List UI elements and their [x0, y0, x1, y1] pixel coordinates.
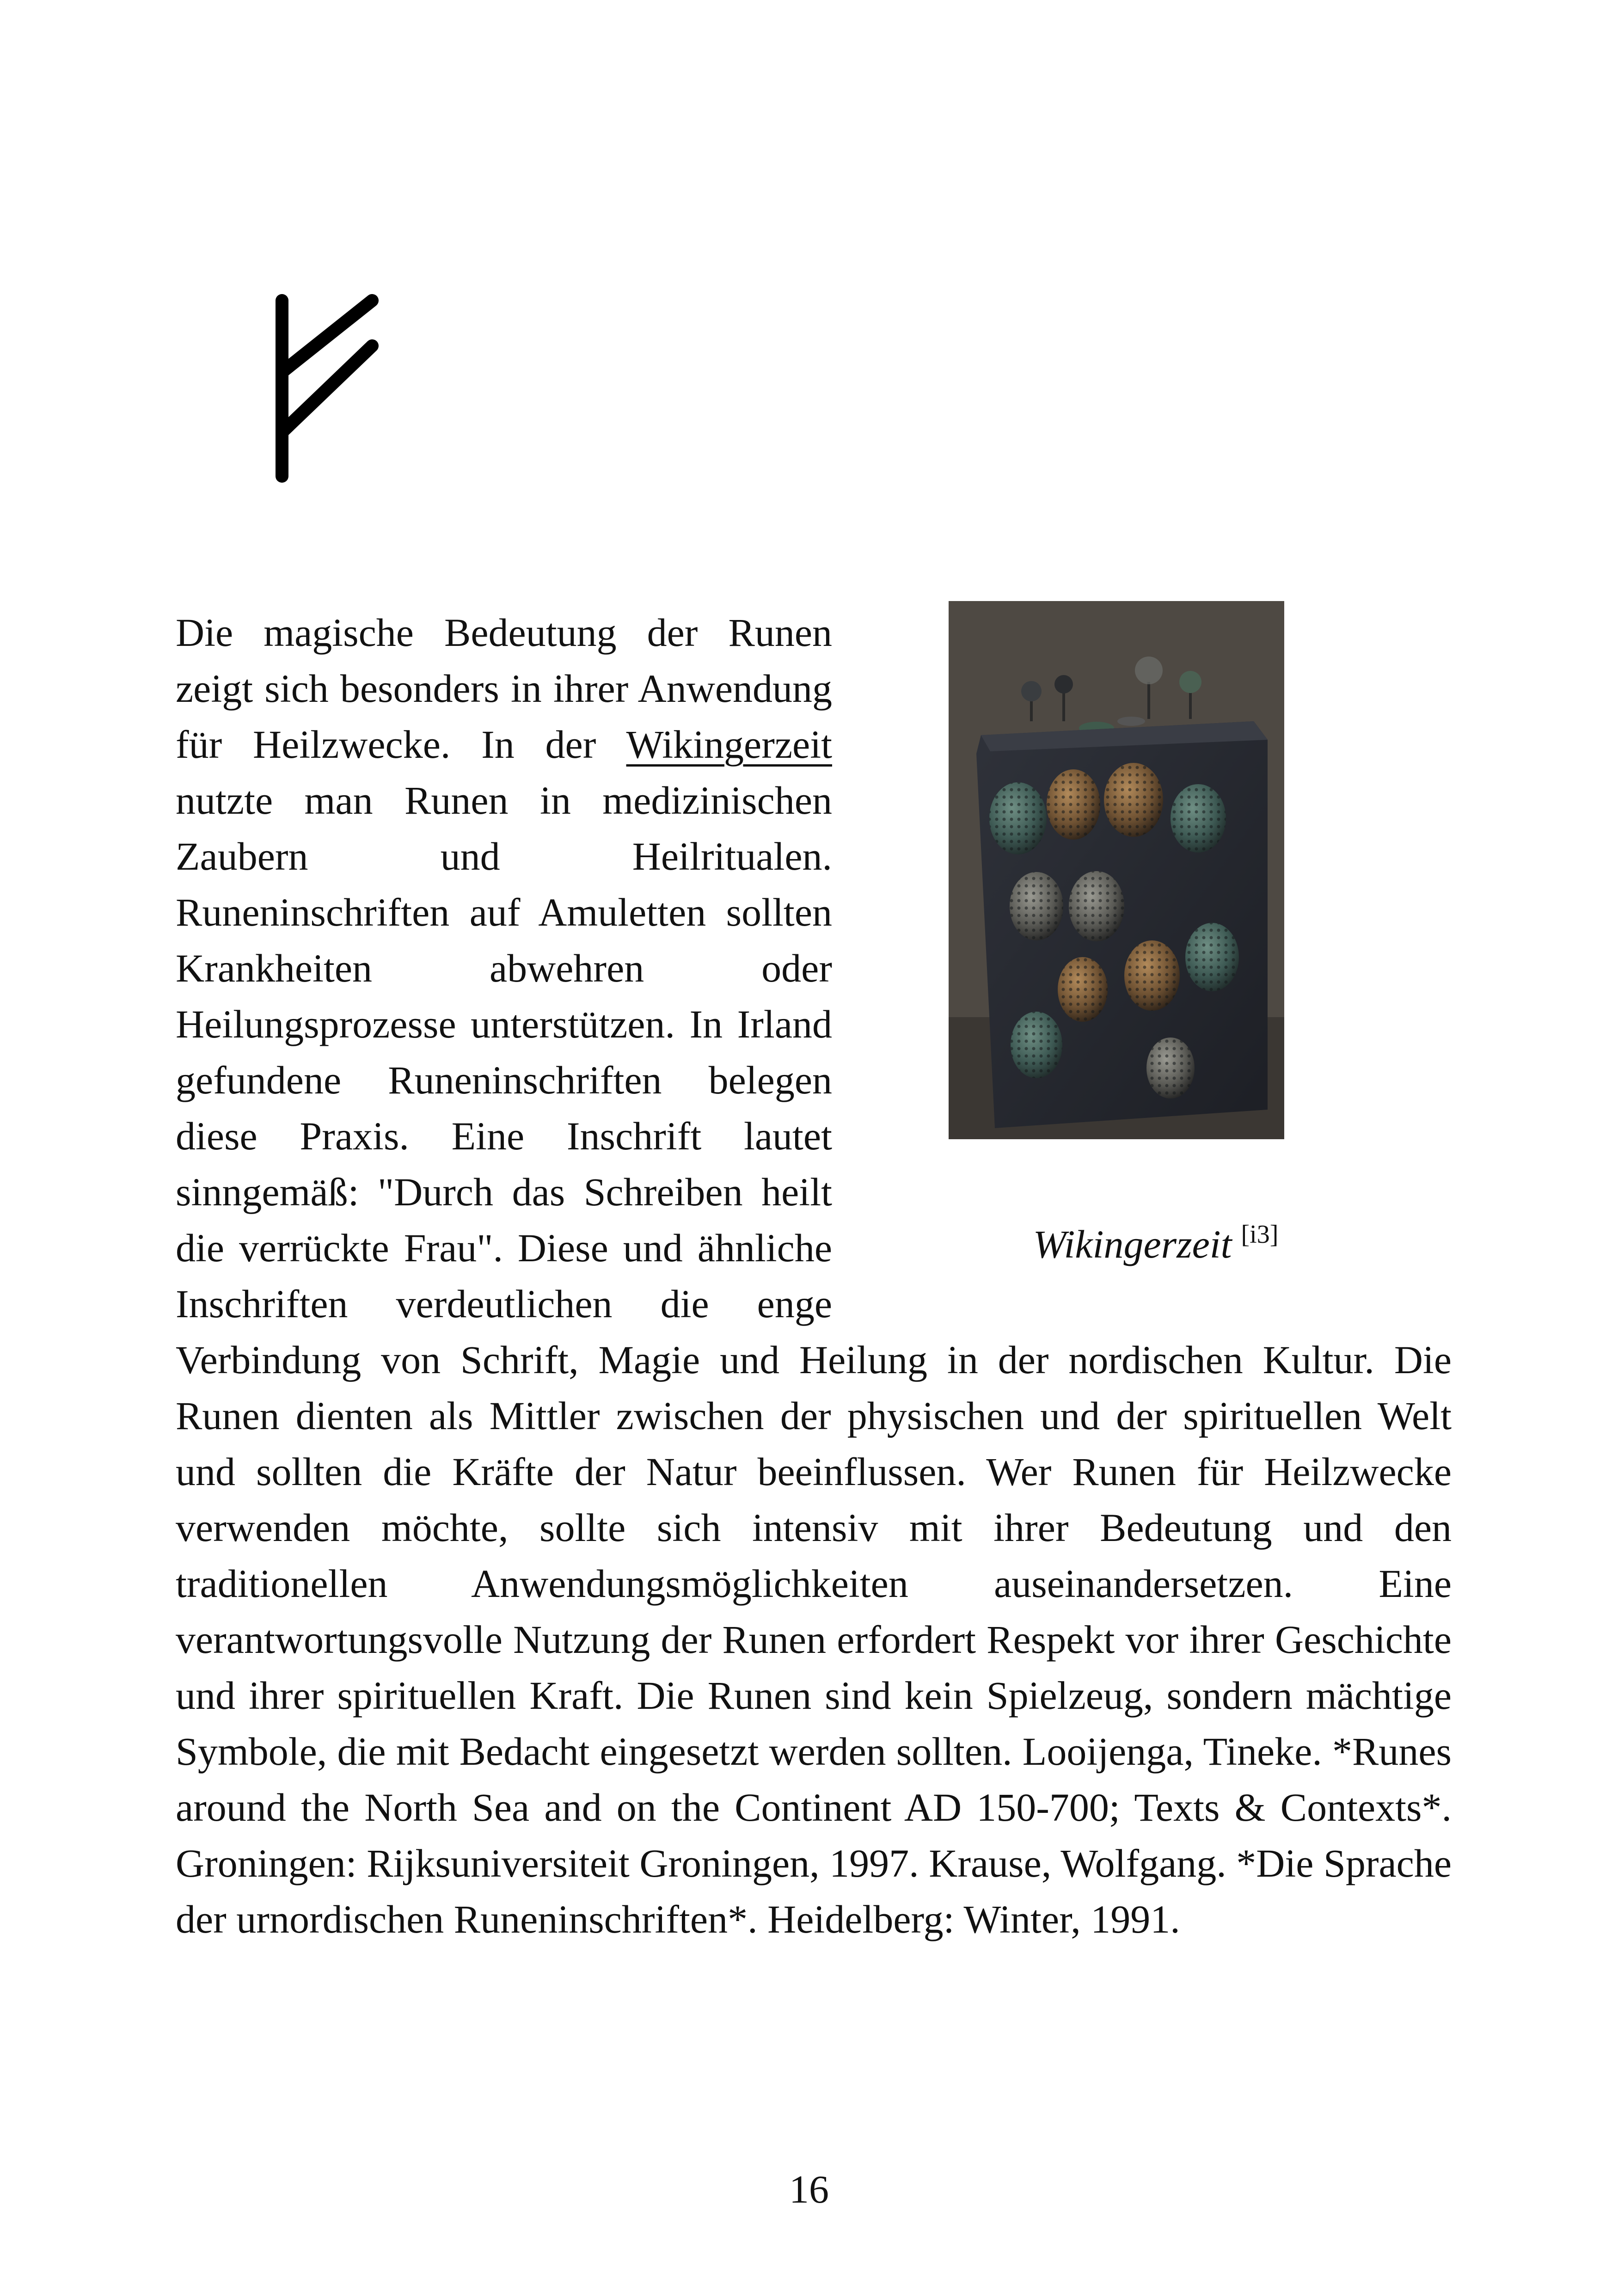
paragraph-text-rest: nutzte man Runen in medizinischen Zaubern und Heilritualen. Runeninschriften auf Amuletten sollten Krankheiten abwehren oder Heilungsprozesse unterstützen. In Irland gefundene Runeninschriften belegen diese Praxis. Eine Inschrift lautet sinngemäß: "Durch das Schreiben heilt die verrückte Frau". Diese und ähnliche Inschriften verdeutlichen die enge Verbindung von Schrift, Magie und Heilung in der nordischen Kultur. Die Runen dienten als Mittler zwischen der physischen und der spirituellen Welt und sollten die Kräfte der Natur beeinflussen. Wer Runen für Heilzwecke verwenden möchte, sollte sich intensiv mit ihrer Bedeutung und den traditionellen Anwendungsmöglichkeiten auseinandersetzen. Eine verantwortungsvolle Nutzung der Runen erfordert Respekt vor ihrer Geschichte und ihrer spirituellen Kraft. Die Runen sind kein Spielzeug, sondern mächtige Symbole, die mit Bedacht eingesetzt werden sollten. Looijenga, Tineke. *Runes around the North Sea and on the Continent AD 150-700; Texts & Contexts*. Groningen: Rijksuniversiteit Groningen, 1997. Krause, Wolfgang. *Die Sprache der urnordischen Runeninschriften*. Heidelberg: Winter, 1991.	[176, 778, 1452, 1941]
body-text	[176, 605, 1452, 1947]
page-number: 16	[789, 2167, 829, 2211]
viking-amulets-photo	[949, 601, 1284, 1139]
paragraph-text-start: Die magische Bedeutung der Runen zeigt sich besonders in ihrer Anwendung für Heilzwecke. In der	[176, 610, 832, 767]
fehu-rune-icon	[259, 282, 398, 490]
figure-caption	[925, 1211, 1387, 1267]
caption-text: Wikingerzeit	[1033, 1222, 1232, 1266]
wikingerzeit-link[interactable]: Wikingerzeit	[626, 722, 832, 767]
figure	[925, 601, 1452, 1304]
caption-citation: [i3]	[1241, 1220, 1279, 1249]
